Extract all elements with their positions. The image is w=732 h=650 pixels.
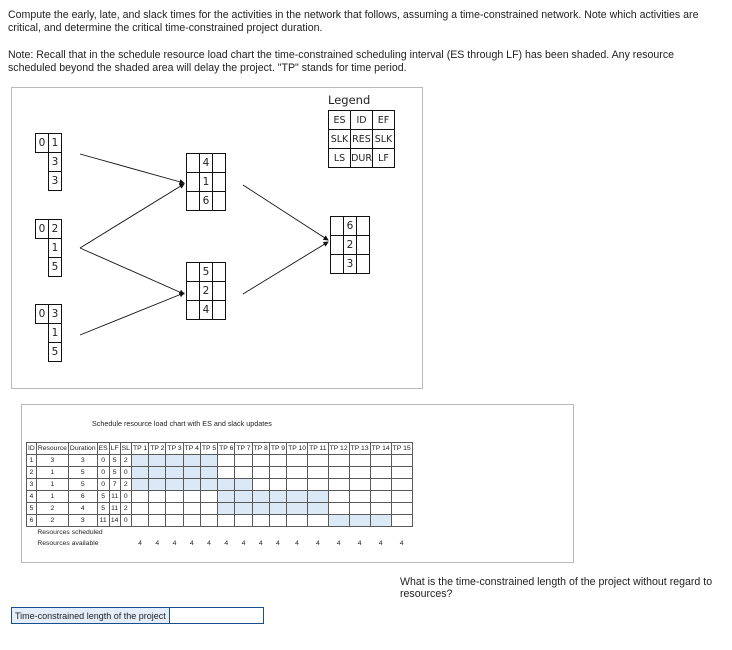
arrow-5-6 (243, 242, 328, 294)
arrow-1-4 (80, 154, 184, 183)
resources-available-label: Resources available (37, 540, 99, 547)
node-cell (36, 324, 49, 343)
tp-cell (218, 503, 235, 515)
available-cell: 4 (336, 540, 341, 547)
header-cell: LF (109, 443, 120, 455)
tp-cell (349, 503, 370, 515)
cell-lf: 7 (109, 479, 120, 491)
legend-lf: LF (373, 149, 395, 168)
tp-cell (218, 515, 235, 527)
tp-cell (328, 479, 349, 491)
tp-cell (269, 491, 286, 503)
cell-es: 11 (97, 515, 109, 527)
node-cell: 3 (344, 255, 357, 274)
scheduled-cell (131, 527, 148, 539)
cell-id: 6 (27, 515, 37, 527)
tp-cell (269, 503, 286, 515)
node-cell: 6 (200, 192, 213, 211)
tp-cell (200, 503, 217, 515)
node-cell (36, 172, 49, 191)
tp-cell (166, 479, 183, 491)
tp-cell (166, 455, 183, 467)
legend-dur: DUR (351, 149, 373, 168)
tp-cell (183, 479, 200, 491)
legend-es: ES (329, 111, 351, 130)
header-cell: TP 2 (149, 443, 166, 455)
header-cell: TP 7 (235, 443, 252, 455)
tp-cell (149, 467, 166, 479)
tp-cell (200, 491, 217, 503)
cell-lf: 11 (109, 491, 120, 503)
tp-cell (287, 455, 308, 467)
tp-cell (391, 455, 412, 467)
scheduled-cell (183, 527, 200, 539)
node-cell (187, 173, 200, 192)
header-cell: TP 15 (391, 443, 412, 455)
available-cell: 4 (315, 540, 320, 547)
tp-cell (308, 515, 329, 527)
tp-cell (269, 455, 286, 467)
node-cell (213, 263, 226, 282)
node-6 (330, 216, 370, 274)
cell-resource: 3 (36, 455, 68, 467)
header-cell: TP 11 (308, 443, 329, 455)
node-cell (187, 301, 200, 320)
tp-cell (328, 491, 349, 503)
tp-cell (218, 455, 235, 467)
tp-cell (131, 491, 148, 503)
node-cell: 1 (49, 324, 62, 343)
cell-duration: 6 (68, 491, 97, 503)
tp-cell (218, 479, 235, 491)
arrow-4-6 (243, 185, 328, 240)
node-cell (213, 192, 226, 211)
header-cell: TP 3 (166, 443, 183, 455)
tp-cell (252, 491, 269, 503)
tp-cell (391, 503, 412, 515)
node-cell: 3 (49, 153, 62, 172)
scheduled-cell (287, 527, 308, 539)
cell-duration: 3 (68, 515, 97, 527)
node-cell: 4 (200, 301, 213, 320)
node-cell (36, 343, 49, 362)
blank-cell (27, 538, 37, 549)
node-1 (35, 133, 74, 191)
tp-cell (391, 491, 412, 503)
header-cell: TP 13 (349, 443, 370, 455)
node-cell: 3 (49, 305, 62, 324)
available-cell: 4 (295, 540, 299, 547)
tp-cell (391, 479, 412, 491)
tp-cell (370, 491, 391, 503)
node-cell (213, 301, 226, 320)
tp-cell (131, 479, 148, 491)
node-2 (35, 219, 74, 277)
tp-cell (131, 467, 148, 479)
tp-cell (183, 515, 200, 527)
tp-cell (328, 467, 349, 479)
node-cell: 3 (49, 172, 62, 191)
tp-cell (252, 455, 269, 467)
available-cell: 4 (378, 540, 383, 547)
node-cell (62, 220, 75, 239)
header-cell: SL (120, 443, 131, 455)
tp-cell (218, 491, 235, 503)
header-cell: TP 8 (252, 443, 269, 455)
node-cell: 5 (200, 263, 213, 282)
available-cell: 4 (399, 540, 404, 547)
node-cell (187, 154, 200, 173)
tp-cell (235, 455, 252, 467)
tp-cell (218, 467, 235, 479)
node-cell (187, 192, 200, 211)
node-cell (213, 282, 226, 301)
cell-sl: 2 (120, 455, 131, 467)
cell-es: 0 (97, 479, 109, 491)
tp-cell (349, 491, 370, 503)
cell-id: 2 (27, 467, 37, 479)
tp-cell (269, 467, 286, 479)
resources-scheduled-row (27, 527, 413, 539)
cell-id: 3 (27, 479, 37, 491)
tp-cell (269, 479, 286, 491)
cell-lf: 14 (109, 515, 120, 527)
tp-cell (149, 479, 166, 491)
node-cell: 0 (36, 134, 49, 153)
node-cell: 5 (49, 258, 62, 277)
scheduled-cell (391, 527, 412, 539)
cell-duration: 5 (68, 467, 97, 479)
tp-cell (370, 479, 391, 491)
tp-cell (252, 479, 269, 491)
legend-ls: LS (329, 149, 351, 168)
cell-id: 4 (27, 491, 37, 503)
available-cell: 4 (189, 540, 194, 547)
node-cell (331, 236, 344, 255)
header-cell: TP 1 (131, 443, 148, 455)
node-cell (62, 305, 75, 324)
header-cell: Duration (68, 443, 97, 455)
node-4 (186, 153, 226, 211)
scheduled-cell (166, 527, 183, 539)
node-cell (62, 153, 75, 172)
table-row (27, 491, 413, 503)
cell-duration: 4 (68, 503, 97, 515)
tp-cell (370, 467, 391, 479)
available-cell: 4 (357, 540, 362, 547)
available-cell: 4 (276, 540, 280, 547)
tp-cell (349, 479, 370, 491)
resources-scheduled-label: Resources scheduled (37, 529, 103, 536)
tp-cell (370, 515, 391, 527)
scheduled-cell (252, 527, 269, 539)
tp-cell (149, 455, 166, 467)
tp-cell (235, 515, 252, 527)
tp-cell (200, 455, 217, 467)
node-cell: 2 (200, 282, 213, 301)
instructions-text: Compute the early, late, and slack times for the activities in the network that follows, assuming a time-constrained network. Note which activities are critical, and determine the critical time-constrained project duration. (8, 9, 699, 34)
cell-sl: 2 (120, 503, 131, 515)
cell-es: 0 (97, 455, 109, 467)
blank-cell (27, 527, 37, 539)
node-cell: 2 (344, 236, 357, 255)
tp-cell (370, 503, 391, 515)
cell-es: 0 (97, 467, 109, 479)
arrow-2-5 (80, 248, 184, 294)
node-cell: 2 (49, 220, 62, 239)
header-cell: TP 10 (287, 443, 308, 455)
legend-box (328, 110, 395, 168)
node-cell (36, 258, 49, 277)
resources-available-row (27, 538, 413, 549)
tp-cell (166, 467, 183, 479)
question-text: What is the time-constrained length of the project without regard to resources? (400, 576, 713, 600)
available-cell: 4 (207, 540, 211, 547)
header-cell: TP 14 (370, 443, 391, 455)
tp-cell (287, 503, 308, 515)
network-diagram (11, 87, 423, 389)
node-cell: 0 (36, 305, 49, 324)
tp-cell (287, 479, 308, 491)
cell-lf: 11 (109, 503, 120, 515)
available-cell: 4 (241, 540, 246, 547)
node-3 (35, 304, 74, 362)
node-cell: 6 (344, 217, 357, 236)
note-text: Note: Recall that in the schedule resource load chart the time-constrained scheduling interval (ES through LF) has been shaded. Any resource scheduled beyond the shaded area will delay the project. "TP" stands for time period. (8, 49, 675, 74)
tp-cell (166, 515, 183, 527)
header-cell: ES (97, 443, 109, 455)
tp-cell (149, 503, 166, 515)
arrow-3-5 (80, 293, 184, 335)
tp-cell (252, 503, 269, 515)
node-cell (62, 134, 75, 153)
node-cell (213, 173, 226, 192)
tp-cell (183, 467, 200, 479)
tp-cell (308, 491, 329, 503)
tp-cell (235, 479, 252, 491)
tp-cell (131, 455, 148, 467)
scheduled-cell (308, 527, 329, 539)
cell-es: 5 (97, 503, 109, 515)
cell-resource: 1 (36, 491, 68, 503)
scheduled-cell (149, 527, 166, 539)
tp-cell (328, 515, 349, 527)
tp-cell (149, 491, 166, 503)
node-cell (187, 263, 200, 282)
tp-cell (269, 515, 286, 527)
table-row (27, 455, 413, 467)
node-cell (331, 255, 344, 274)
header-cell: TP 5 (200, 443, 217, 455)
node-cell (357, 217, 370, 236)
header-cell: TP 12 (328, 443, 349, 455)
legend-res: RES (351, 130, 373, 149)
tp-cell (235, 467, 252, 479)
tp-cell (308, 479, 329, 491)
available-cell: 4 (155, 540, 160, 547)
tp-cell (349, 455, 370, 467)
tp-cell (235, 503, 252, 515)
legend-id: ID (351, 111, 373, 130)
tp-cell (200, 479, 217, 491)
answer-label: Time-constrained length of the project (11, 607, 169, 624)
load-chart-title: Schedule resource load chart with ES and slack updates (92, 419, 272, 428)
table-row (27, 479, 413, 491)
node-cell (62, 239, 75, 258)
tp-cell (328, 455, 349, 467)
header-cell: ID (27, 443, 37, 455)
node-cell (62, 343, 75, 362)
cell-resource: 2 (36, 503, 68, 515)
tp-cell (287, 467, 308, 479)
load-chart-table (26, 442, 413, 549)
tp-cell (370, 455, 391, 467)
node-cell (62, 172, 75, 191)
cell-sl: 0 (120, 467, 131, 479)
node-cell (357, 255, 370, 274)
tp-cell (391, 515, 412, 527)
cell-es: 5 (97, 491, 109, 503)
header-cell: Resource (36, 443, 68, 455)
tp-cell (200, 467, 217, 479)
available-cell: 4 (138, 540, 142, 547)
cell-resource: 2 (36, 515, 68, 527)
tp-cell (308, 467, 329, 479)
available-cell: 4 (224, 540, 229, 547)
header-cell: TP 4 (183, 443, 200, 455)
tp-cell (200, 515, 217, 527)
tp-cell (287, 491, 308, 503)
cell-sl: 2 (120, 479, 131, 491)
tp-cell (166, 503, 183, 515)
node-cell: 1 (200, 173, 213, 192)
tp-cell (252, 467, 269, 479)
legend-slk: SLK (329, 130, 351, 149)
node-cell (36, 153, 49, 172)
tp-cell (183, 455, 200, 467)
available-cell: 4 (172, 540, 177, 547)
scheduled-cell (328, 527, 349, 539)
node-cell: 1 (49, 239, 62, 258)
scheduled-cell (269, 527, 286, 539)
cell-sl: 0 (120, 515, 131, 527)
tp-cell (252, 515, 269, 527)
table-row (27, 503, 413, 515)
tp-cell (349, 467, 370, 479)
node-cell (357, 236, 370, 255)
header-cell: TP 6 (218, 443, 235, 455)
legend-title: Legend (328, 93, 371, 107)
node-5 (186, 262, 226, 320)
scheduled-cell (200, 527, 217, 539)
tp-cell (328, 503, 349, 515)
table-row (27, 467, 413, 479)
scheduled-cell (349, 527, 370, 539)
load-chart-header-row (27, 443, 413, 455)
cell-resource: 1 (36, 467, 68, 479)
node-cell (62, 258, 75, 277)
node-cell (213, 154, 226, 173)
tp-cell (183, 503, 200, 515)
header-cell: TP 9 (269, 443, 286, 455)
node-cell (62, 324, 75, 343)
tp-cell (131, 503, 148, 515)
answer-input[interactable] (169, 607, 264, 624)
arrow-2-4 (80, 184, 184, 248)
legend-slk-2: SLK (373, 130, 395, 149)
scheduled-cell (370, 527, 391, 539)
node-cell (36, 239, 49, 258)
cell-lf: 5 (109, 467, 120, 479)
cell-sl: 0 (120, 491, 131, 503)
tp-cell (149, 515, 166, 527)
resource-load-chart (21, 404, 574, 563)
tp-cell (183, 491, 200, 503)
tp-cell (391, 467, 412, 479)
node-cell: 4 (200, 154, 213, 173)
scheduled-cell (235, 527, 252, 539)
tp-cell (308, 455, 329, 467)
legend-ef: EF (373, 111, 395, 130)
available-cell: 4 (258, 540, 263, 547)
node-cell (187, 282, 200, 301)
tp-cell (166, 491, 183, 503)
node-cell (331, 217, 344, 236)
scheduled-cell (218, 527, 235, 539)
cell-resource: 1 (36, 479, 68, 491)
cell-id: 1 (27, 455, 37, 467)
table-row (27, 515, 413, 527)
tp-cell (287, 515, 308, 527)
node-cell: 5 (49, 343, 62, 362)
tp-cell (308, 503, 329, 515)
answer-row (11, 607, 264, 624)
tp-cell (349, 515, 370, 527)
cell-duration: 5 (68, 479, 97, 491)
tp-cell (131, 515, 148, 527)
cell-lf: 5 (109, 455, 120, 467)
cell-id: 5 (27, 503, 37, 515)
cell-duration: 3 (68, 455, 97, 467)
node-cell: 0 (36, 220, 49, 239)
node-cell: 1 (49, 134, 62, 153)
tp-cell (235, 491, 252, 503)
